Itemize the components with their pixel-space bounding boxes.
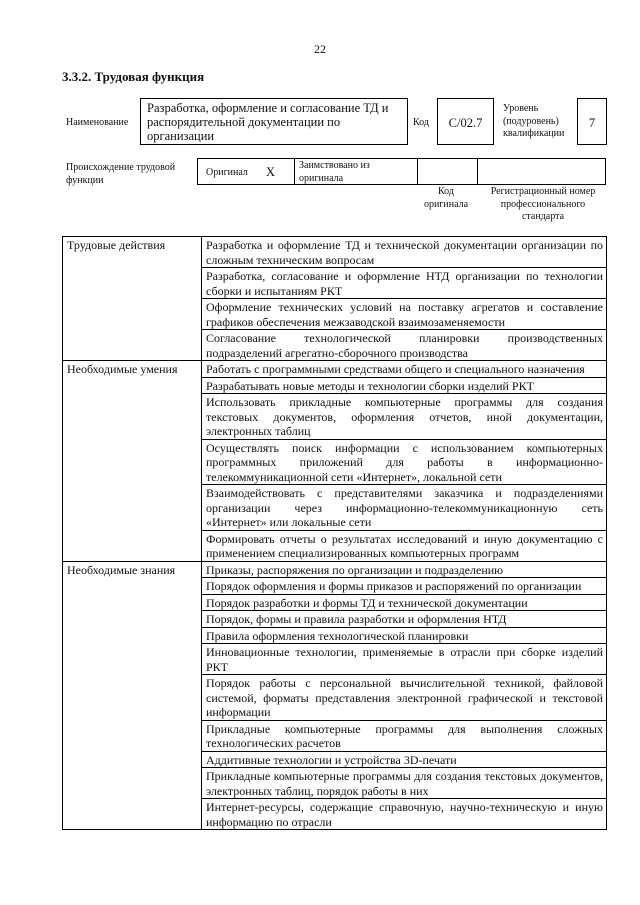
level-box (577, 98, 607, 145)
category-label: Необходимые знания (67, 562, 176, 577)
table-cell-item: Использовать прикладные компьютерные программы для создания текстовых документов, оформления отчетов, иной документации, электронных таблиц (202, 394, 607, 440)
table-cell-item: Разрабатывать новые методы и технологии сборки изделий РКТ (202, 377, 607, 394)
category-label: Трудовые действия (67, 238, 166, 252)
category-label: Необходимые умения (67, 362, 178, 376)
table-cell-item: Работать с программными средствами общего и специального назначения (202, 361, 607, 378)
table-cell-item: Разработка, согласование и оформление НТД организации по технологии сборки и испытаниям РКТ (202, 268, 607, 299)
table-cell-item: Порядок работы с персональной вычислительной техникой, файловой системой, форматы представления электронной графической и текстовой информации (202, 675, 607, 721)
origin-box (197, 158, 606, 185)
table-cell-item: Инновационные технологии, применяемые в отрасли при сборке изделий РКТ (202, 644, 607, 675)
section-title: 3.3.2. Трудовая функция (62, 69, 205, 84)
table-row (63, 237, 607, 268)
code-caption: Код оригинала (423, 186, 469, 210)
origin-divider-3 (477, 158, 478, 185)
labor-function-table (62, 236, 607, 830)
origin-divider-2 (417, 158, 418, 185)
table-cell-item: Взаимодействовать с представителями заказчика и подразделениями организации через информационно-телекоммуникационную сеть «Интернет» или локальные сети (202, 485, 607, 531)
original-mark: X (266, 165, 276, 179)
table-cell-item: Порядок, формы и правила разработки и оформления НТД (202, 611, 607, 628)
table-row (63, 361, 607, 378)
table-cell-item: Прикладные компьютерные программы для создания текстовых документов, электронных таблиц, порядок работы в них (202, 768, 607, 799)
table-row (63, 561, 607, 578)
name-box (140, 98, 408, 145)
code-value: С/02.7 (448, 116, 483, 130)
reg-caption: Регистрационный номер профессионального стандарта (490, 186, 596, 222)
table-cell-item: Разработка и оформление ТД и технической документации организации по сложным техническим вопросам (202, 237, 607, 268)
table-cell-item: Согласование технологической планировки производственных подразделений агрегатно-сборочного производства (202, 330, 607, 361)
category-cell (63, 561, 202, 830)
page-number: 22 (314, 42, 326, 56)
table-cell-item: Порядок разработки и формы ТД и технической документации (202, 594, 607, 611)
table-cell-item: Осуществлять поиск информации с использованием компьютерных программных приложений для работы в информационно-телекоммуникационной сети «Интернет», локальной сети (202, 439, 607, 485)
table-cell-item: Прикладные компьютерные программы для выполнения сложных технологических расчетов (202, 720, 607, 751)
level-value: 7 (588, 116, 596, 130)
name-value: Разработка, оформление и согласование ТД и распорядительной документации по организации (147, 101, 389, 143)
table-cell-item: Порядок оформления и формы приказов и распоряжений по организации (202, 578, 607, 595)
name-label: Наименование (66, 117, 129, 128)
table-cell-item: Аддитивные технологии и устройства 3D-печати (202, 751, 607, 768)
table-cell-item: Правила оформления технологической планировки (202, 627, 607, 644)
code-label: Код (413, 117, 429, 128)
table-cell-item: Оформление технических условий на поставку агрегатов и составление графиков обеспечения межзаводской взаимозаменяемости (202, 299, 607, 330)
category-cell (63, 361, 202, 562)
code-box (437, 98, 494, 145)
original-label: Оригинал (206, 167, 248, 178)
table-cell-item: Приказы, распоряжения по организации и подразделению (202, 561, 607, 578)
table-cell-item: Интернет-ресурсы, содержащие справочную, научно-техническую и иную информацию по отрасли (202, 799, 607, 830)
origin-divider-1 (294, 158, 295, 185)
borrowed-label: Заимствовано из оригинала (299, 160, 370, 184)
origin-label: Происхождение трудовой функции (66, 162, 176, 186)
category-cell (63, 237, 202, 361)
table-cell-item: Формировать отчеты о результатах исследований и иную документацию с применением специализированных компьютерных программ (202, 530, 607, 561)
level-label: Уровень (подуровень) квалификации (503, 103, 565, 139)
